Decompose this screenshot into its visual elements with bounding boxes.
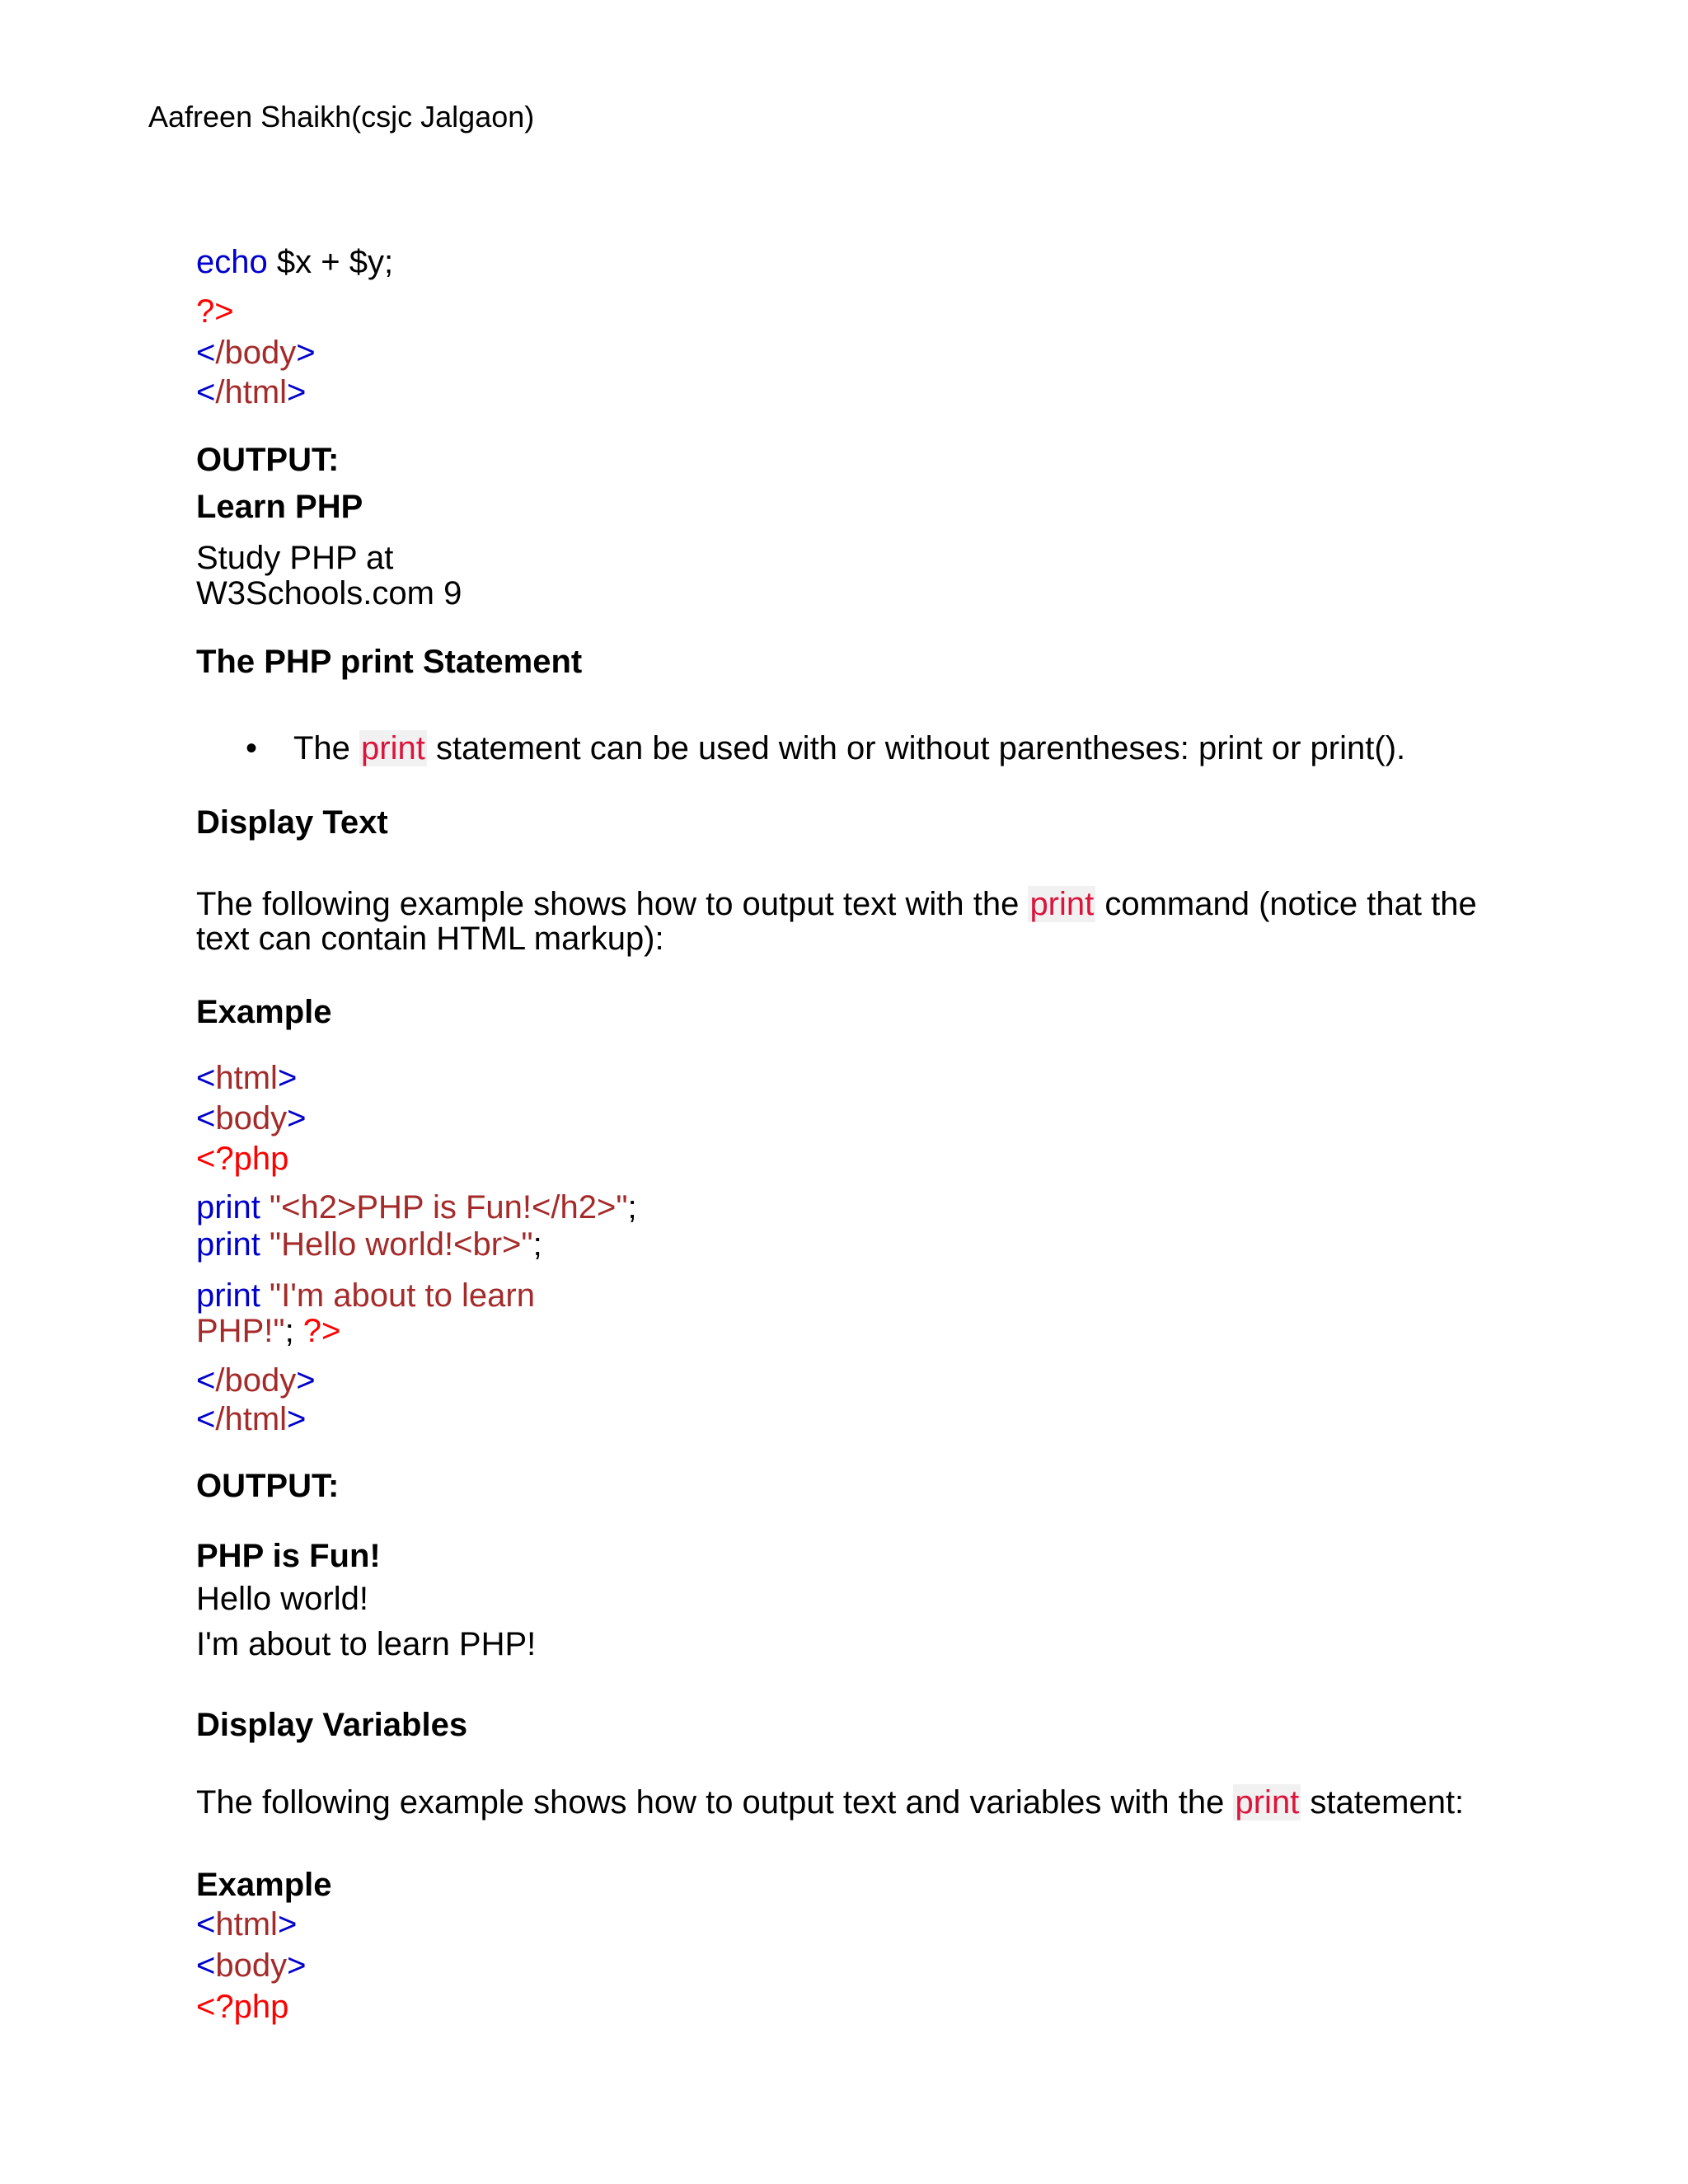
code-php-close: ?> (196, 293, 234, 330)
output-line-learn: I'm about to learn PHP! (196, 1626, 537, 1662)
code-print-learn-line-2: PHP!"; ?> (196, 1313, 341, 1349)
code-html-close-2: </html> (196, 1401, 307, 1437)
code-body-open: <body> (196, 1100, 307, 1137)
code-body-open-2: <body> (196, 1947, 307, 1984)
inline-code-print: print (1235, 1784, 1300, 1821)
code-html-open-2: <html> (196, 1906, 298, 1943)
echo-expression: $x + $y; (267, 244, 394, 280)
display-variables-paragraph: The following example shows how to output text and variables with the print statement: (196, 1784, 1465, 1821)
code-body-close-2: </body> (196, 1362, 316, 1399)
bullet-text-print: The print statement can be used with or without parentheses: print or print(). (293, 730, 1406, 766)
output-line-w3schools: W3Schools.com 9 (196, 575, 462, 612)
code-php-open: <?php (196, 1141, 289, 1177)
code-body-close: </body> (196, 335, 316, 371)
code-print-h2: print "<h2>PHP is Fun!</h2>"; (196, 1189, 637, 1226)
output-title-learn-php: Learn PHP (196, 489, 363, 525)
output-heading-1: OUTPUT: (196, 442, 340, 478)
output-line-study: Study PHP at (196, 540, 394, 576)
section-heading-display-text: Display Text (196, 804, 388, 841)
code-html-close: </html> (196, 374, 307, 410)
output-title-php-fun: PHP is Fun! (196, 1538, 381, 1574)
code-print-learn-line-1: print "I'm about to learn (196, 1277, 535, 1314)
display-text-paragraph-line-2: text can contain HTML markup): (196, 921, 664, 957)
code-html-open: <html> (196, 1060, 298, 1096)
output-heading-2: OUTPUT: (196, 1468, 340, 1504)
code-echo-line (196, 241, 393, 283)
inline-code-print: print (1029, 886, 1095, 922)
example-heading-1: Example (196, 994, 332, 1030)
section-heading-display-variables: Display Variables (196, 1707, 468, 1743)
echo-keyword: echo (196, 244, 268, 280)
output-line-hello: Hello world! (196, 1581, 368, 1617)
page-header: Aafreen Shaikh(csjc Jalgaon) (148, 100, 535, 134)
inline-code-print: print (361, 730, 425, 766)
bullet-marker: • (246, 730, 258, 766)
code-print-hello: print "Hello world!<br>"; (196, 1226, 542, 1263)
example-heading-2: Example (196, 1867, 332, 1903)
code-php-open-2: <?php (196, 1989, 289, 2025)
section-heading-print-statement: The PHP print Statement (196, 644, 583, 680)
display-text-paragraph-line-1: The following example shows how to output text with the print command (notice that the (196, 886, 1477, 922)
